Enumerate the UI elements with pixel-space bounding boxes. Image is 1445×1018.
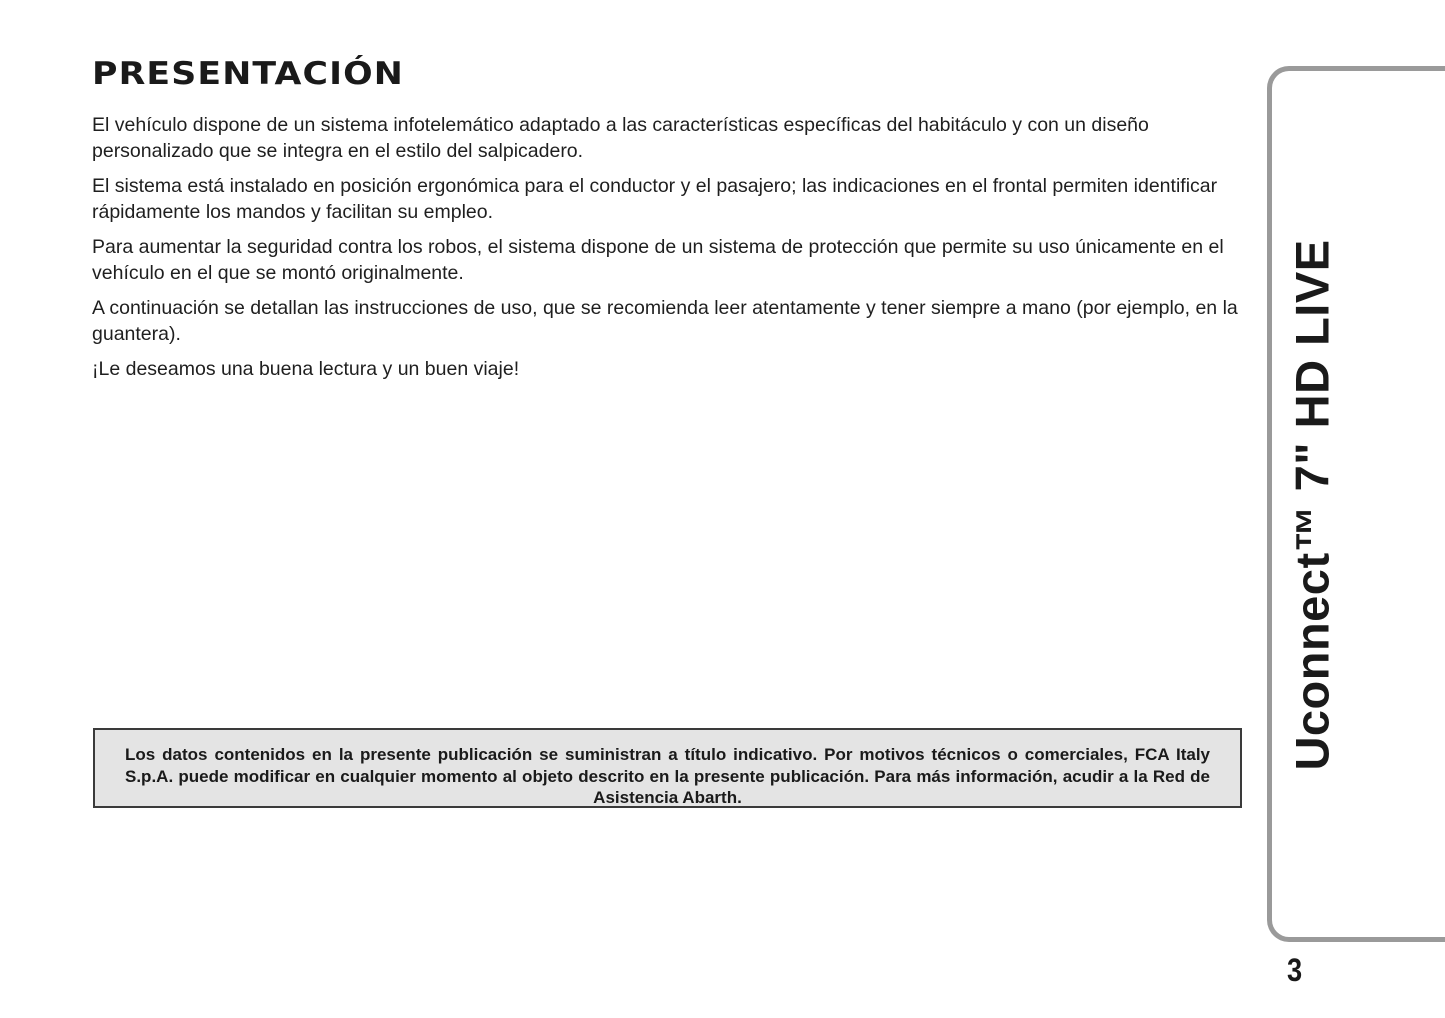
paragraph: A continuación se detallan las instrucciones de uso, que se recomienda leer atentamente y tener siempre a mano (por ejemplo, en la guantera). — [92, 297, 1238, 345]
body-text — [92, 112, 1252, 391]
side-tab-title: Uconnect™ 7" HD LIVE — [1285, 239, 1339, 771]
paragraph: ¡Le deseamos una buena lectura y un buen viaje! — [92, 358, 520, 380]
notice-box — [93, 728, 1242, 808]
page-number: 3 — [1287, 952, 1303, 988]
notice-text: Los datos contenidos en la presente publicación se suministran a título indicativo. Por motivos técnicos o comerciales, FCA Italy S.p.A. puede modificar en cualquier momento al objeto descrito en la presente publicación. Para más información, acudir a la Red de Asistencia Abarth. — [125, 745, 1210, 807]
paragraph: El sistema está instalado en posición ergonómica para el conductor y el pasajero; las indicaciones en el frontal permiten identificar rápidamente los mandos y facilitan su empleo. — [92, 175, 1218, 223]
paragraph: El vehículo dispone de un sistema infotelemático adaptado a las características específicas del habitáculo y con un diseño personalizado que se integra en el estilo del salpicadero. — [92, 114, 1149, 162]
page-title: PRESENTACIÓN — [92, 56, 404, 92]
paragraph: Para aumentar la seguridad contra los robos, el sistema dispone de un sistema de protección que permite su uso únicamente en el vehículo en el que se montó originalmente. — [92, 236, 1224, 284]
